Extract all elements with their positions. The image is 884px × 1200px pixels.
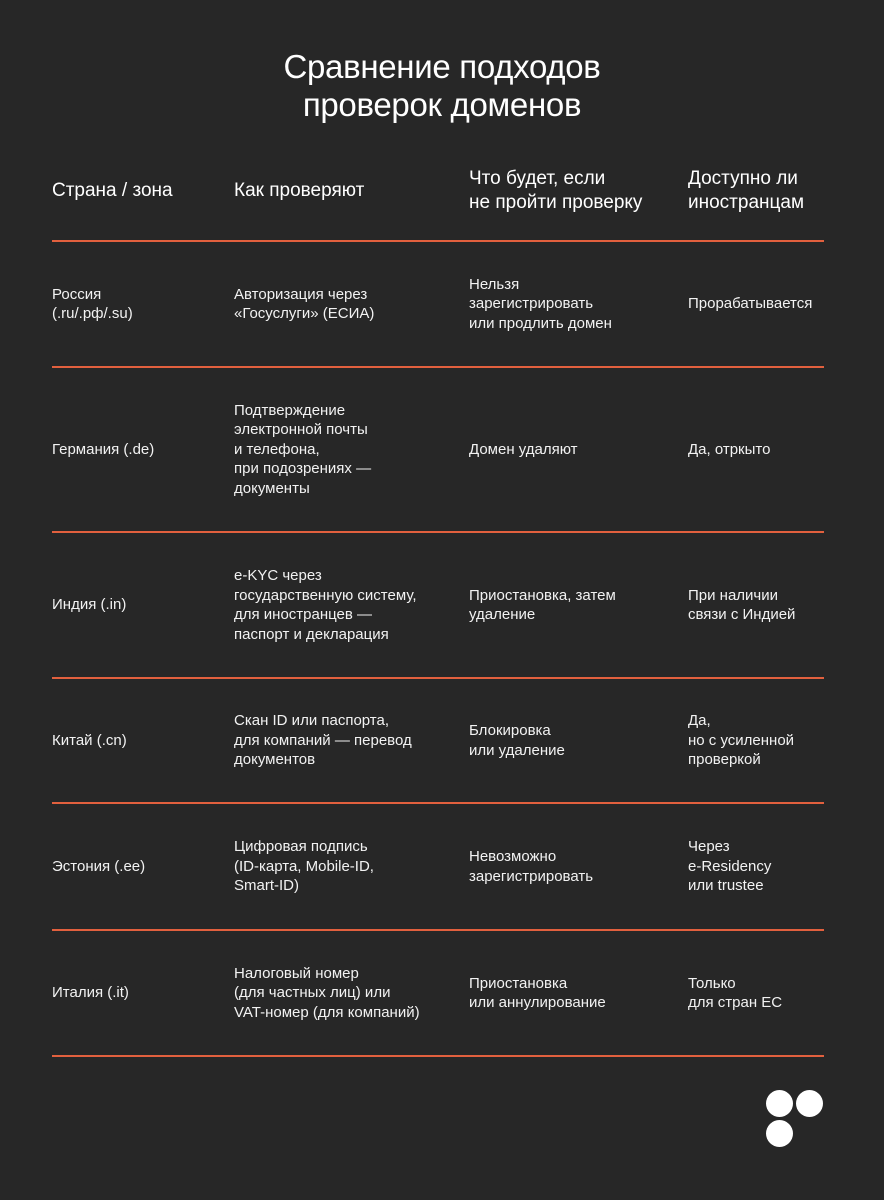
- text-line: Да,: [688, 712, 711, 730]
- cell-foreigners: [688, 533, 828, 677]
- text-line: (ID-карта, Mobile-ID,: [234, 857, 374, 875]
- text-line: Smart-ID): [234, 877, 299, 895]
- page-title: [0, 48, 884, 124]
- text-line: иностранцам: [688, 192, 805, 213]
- text-line: связи с Индией: [688, 606, 796, 623]
- text-line: Цифровая подпись: [234, 838, 368, 856]
- header-country: [52, 163, 222, 219]
- text-line: для стран ЕС: [688, 994, 783, 1011]
- text-line: паспорт и декларация: [234, 625, 389, 643]
- text-line: электронной почты: [234, 421, 368, 439]
- text-line: Нельзя: [469, 275, 520, 293]
- text-line: Страна / зона: [52, 180, 173, 201]
- text-line: (.ru/.рф/.su): [52, 305, 133, 322]
- cell-country: [52, 804, 222, 929]
- text-line: «Госуслуги» (ЕСИА): [234, 305, 375, 322]
- text-line: для иностранцев —: [234, 606, 373, 623]
- text-line: (для частных лиц) или: [234, 984, 391, 1002]
- text-line: удаление: [469, 606, 536, 623]
- cell-method: [234, 533, 454, 677]
- text-line: Россия: [52, 285, 102, 303]
- text-line: VAT-номер (для компаний): [234, 1003, 420, 1021]
- text-line: Домен удаляют: [469, 440, 578, 458]
- text-line: или trustee: [688, 877, 764, 895]
- cell-method: [234, 804, 454, 929]
- cell-country: [52, 533, 222, 677]
- cell-foreigners: [688, 368, 828, 531]
- text-line: Да, отркыто: [688, 440, 771, 458]
- cell-foreigners: [688, 931, 828, 1055]
- table-row: [52, 368, 824, 531]
- table-row: [52, 533, 824, 677]
- text-line: государственную систему,: [234, 586, 417, 604]
- text-line: Доступно ли: [688, 168, 798, 189]
- table-header-row: [52, 163, 824, 219]
- cell-country: [52, 242, 222, 366]
- text-line: Германия (.de): [52, 440, 155, 458]
- text-line: Подтверждение: [234, 401, 346, 419]
- text-line: зарегистрировать: [469, 867, 594, 885]
- text-line: e-Residency: [688, 857, 772, 875]
- table-row: [52, 931, 824, 1055]
- text-line: при подозрениях —: [234, 460, 372, 478]
- header-consequence: [469, 163, 679, 219]
- text-line: проверкой: [688, 751, 761, 769]
- text-line: Авторизация через: [234, 285, 368, 303]
- cell-foreigners: [688, 679, 828, 802]
- page-title-line-1: Сравнение подходов: [283, 48, 601, 85]
- text-line: Приостановка, затем: [469, 586, 616, 604]
- text-line: но с усиленной: [688, 731, 795, 749]
- text-line: Прорабатывается: [688, 295, 813, 313]
- cell-consequence: [469, 242, 679, 366]
- text-line: документов: [234, 751, 316, 769]
- cell-consequence: [469, 533, 679, 677]
- logo-dot-top-left: [766, 1090, 793, 1117]
- cell-consequence: [469, 931, 679, 1055]
- three-dots-logo-icon: [766, 1090, 824, 1148]
- text-line: документы: [234, 479, 310, 497]
- text-line: Как проверяют: [234, 180, 365, 201]
- text-line: или аннулирование: [469, 994, 606, 1011]
- text-line: Что будет, если: [469, 168, 606, 189]
- text-line: зарегистрировать: [469, 295, 594, 313]
- text-line: Налоговый номер: [234, 964, 359, 982]
- logo-dot-top-right: [796, 1090, 823, 1117]
- text-line: e-KYC через: [234, 567, 322, 584]
- cell-method: [234, 368, 454, 531]
- cell-consequence: [469, 368, 679, 531]
- text-line: Блокировка: [469, 722, 551, 739]
- text-line: Италия (.it): [52, 984, 129, 1002]
- text-line: Эстония (.ee): [52, 857, 146, 875]
- text-line: Китай (.cn): [52, 731, 127, 749]
- text-line: для компаний — перевод: [234, 731, 412, 749]
- table-row: [52, 242, 824, 366]
- table-row: [52, 679, 824, 802]
- cell-foreigners: [688, 242, 828, 366]
- cell-foreigners: [688, 804, 828, 929]
- text-line: Через: [688, 838, 730, 856]
- cell-method: [234, 679, 454, 802]
- text-line: При наличии: [688, 586, 778, 604]
- text-line: Невозможно: [469, 848, 557, 865]
- table-row: [52, 804, 824, 929]
- cell-method: [234, 931, 454, 1055]
- cell-country: [52, 368, 222, 531]
- text-line: или продлить домен: [469, 314, 612, 332]
- text-line: не пройти проверку: [469, 192, 643, 213]
- cell-consequence: [469, 804, 679, 929]
- cell-method: [234, 242, 454, 366]
- text-line: и телефона,: [234, 440, 320, 458]
- text-line: или удаление: [469, 741, 565, 759]
- text-line: Приостановка: [469, 974, 568, 992]
- row-divider: [52, 1055, 824, 1057]
- page-title-line-2: проверок доменов: [302, 86, 582, 123]
- logo-dot-bottom-left: [766, 1120, 793, 1147]
- cell-country: [52, 931, 222, 1055]
- text-line: Только: [688, 974, 736, 992]
- text-line: Скан ID или паспорта,: [234, 712, 390, 730]
- cell-consequence: [469, 679, 679, 802]
- header-method: [234, 163, 454, 219]
- cell-country: [52, 679, 222, 802]
- header-foreigners: [688, 163, 828, 219]
- text-line: Индия (.in): [52, 596, 127, 614]
